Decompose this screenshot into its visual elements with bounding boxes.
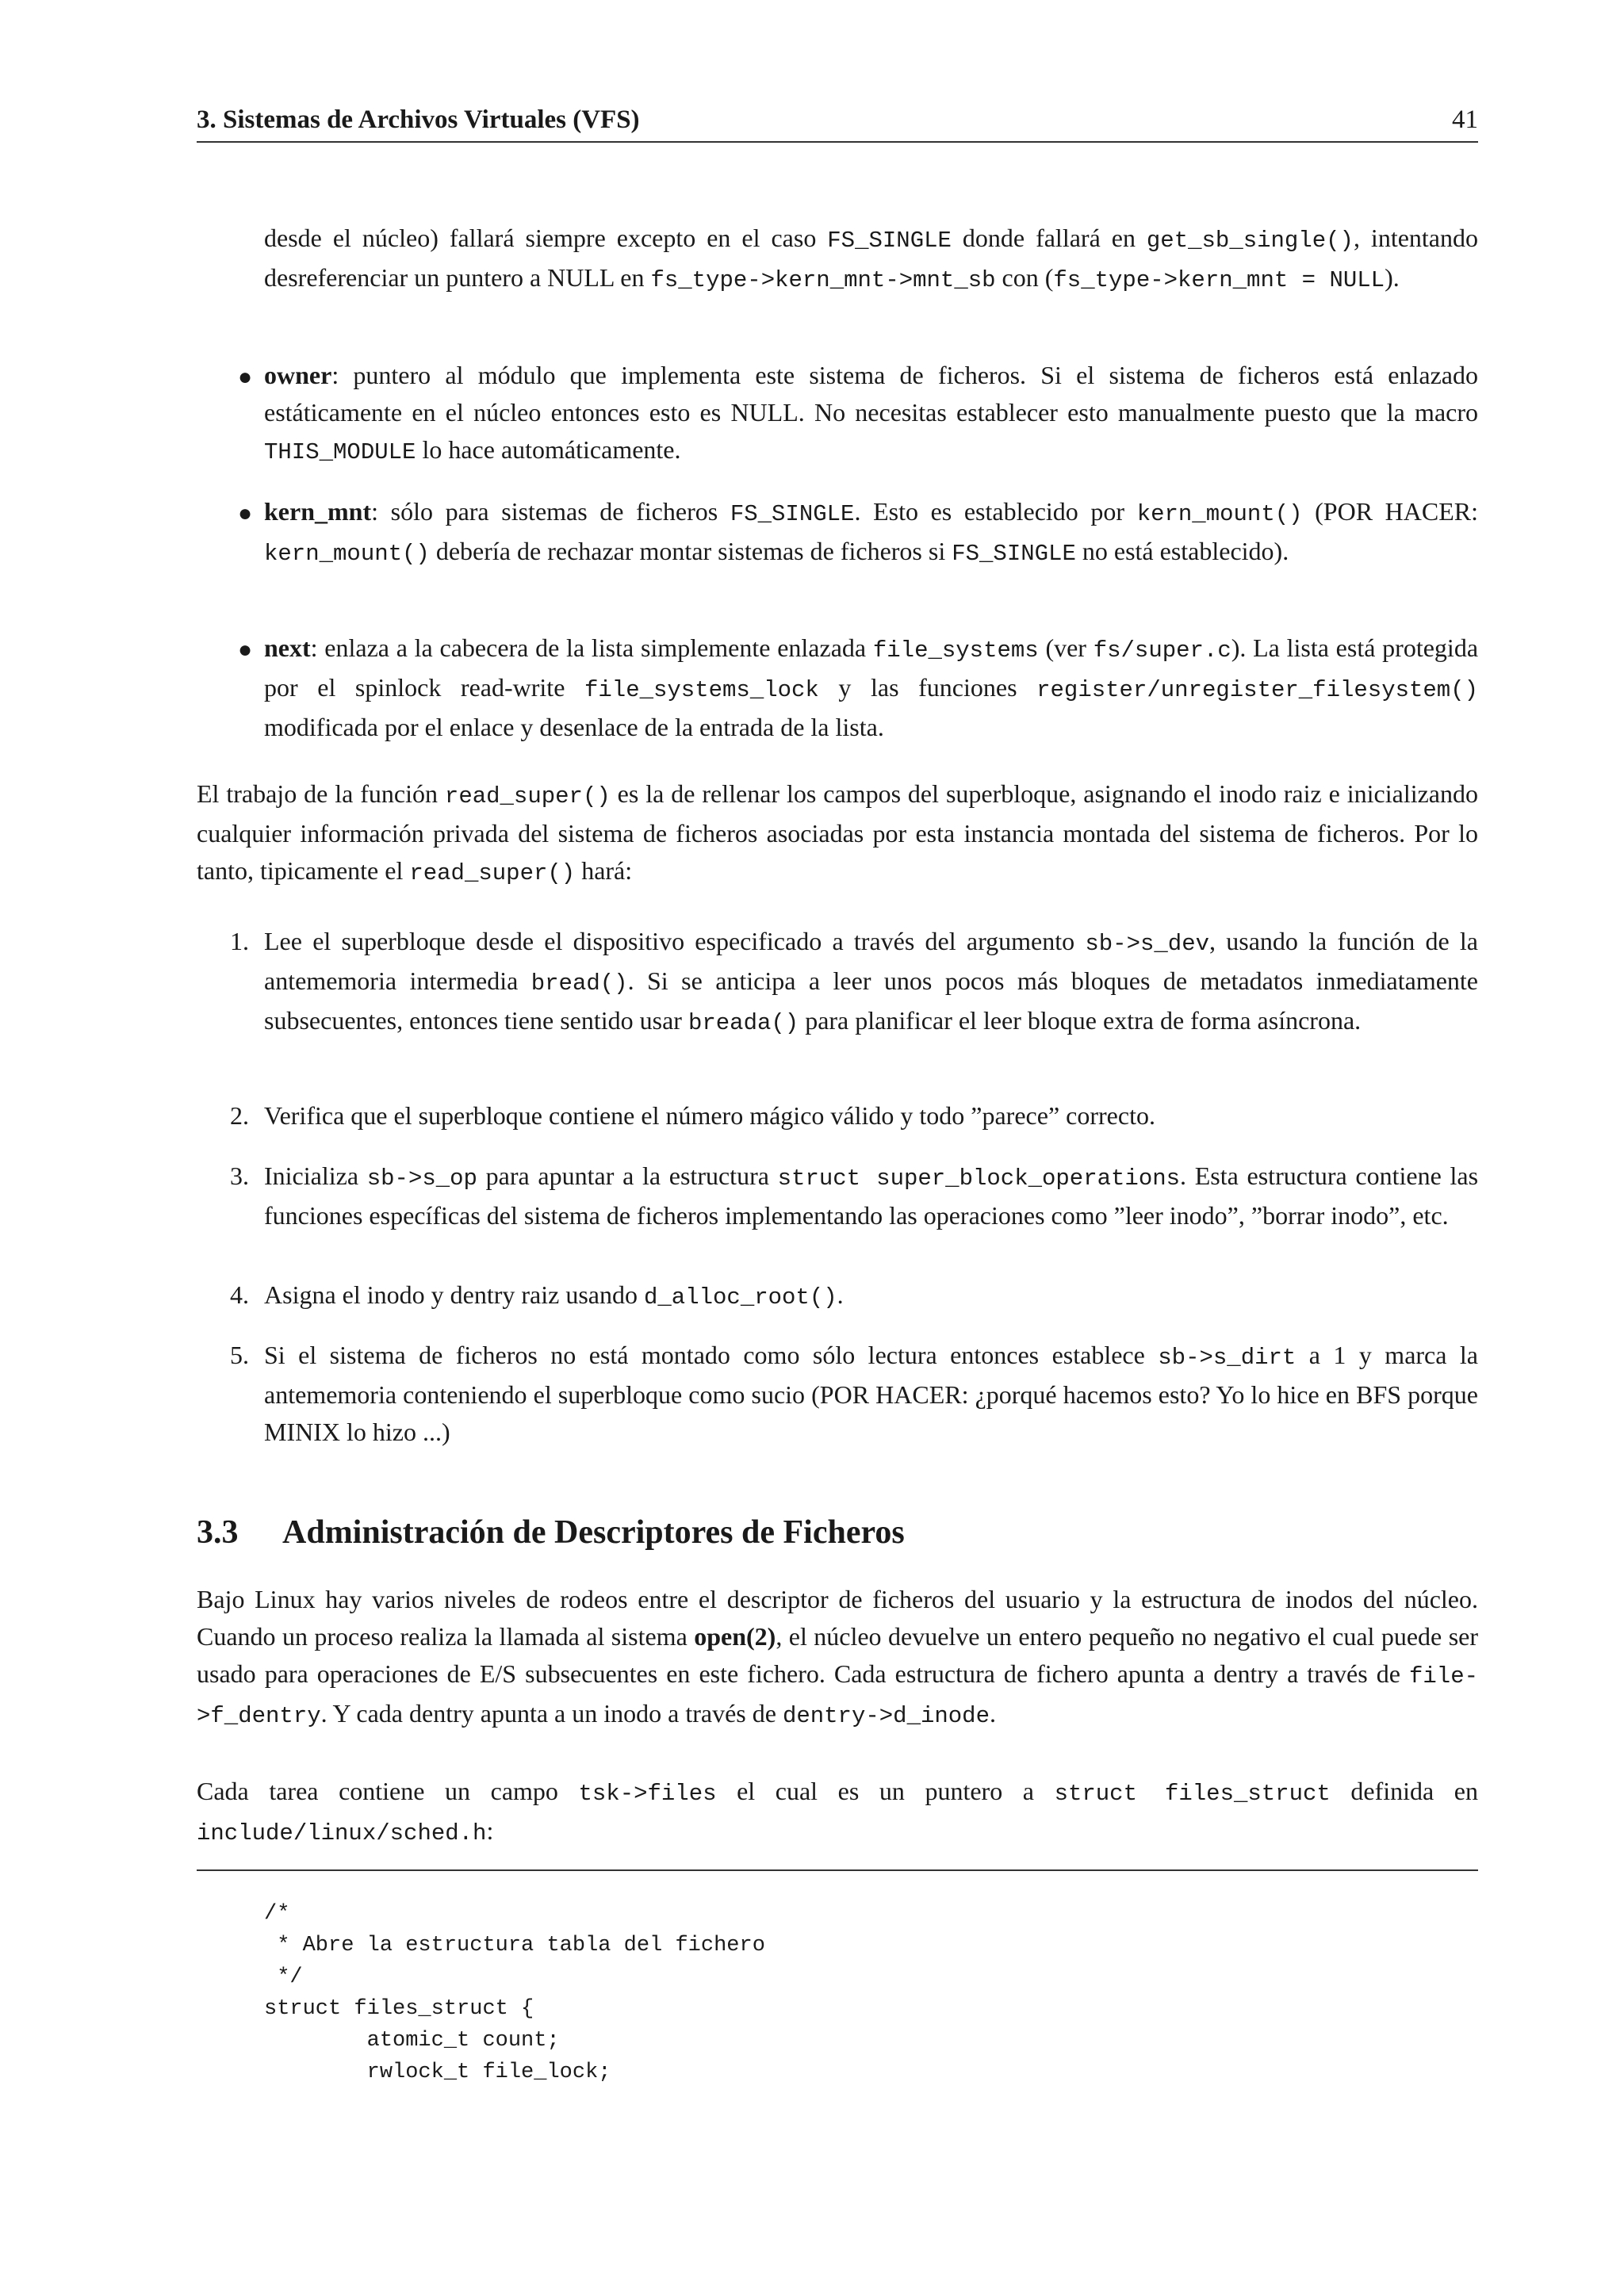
paragraph: Bajo Linux hay varios niveles de rodeos entre el descriptor de ficheros del usuario y la estructura de inodos del núcleo. Cuando un proceso realiza la llamada al sistema open(2), el núcleo devuelve un entero pequeño no negativo el cual puede ser usado para operaciones de E/S subsecuentes en este fichero. Cada estructura de fichero apunta a dentry a través de file->f_dentry. Y cada dentry apunta a un inodo a través de dentry->d_inode. xyxy=(197,1585,1479,1729)
inline-code: struct files_struct xyxy=(1054,1781,1331,1807)
bullet-icon: ● xyxy=(238,637,253,663)
step-item: Asigna el inodo y dentry raiz usando d_alloc_root(). xyxy=(264,1280,844,1311)
inline-code: FS_SINGLE xyxy=(827,228,952,254)
chapter-title: 3. Sistemas de Archivos Virtuales (VFS) xyxy=(197,105,640,134)
step-number: 2. xyxy=(230,1101,249,1130)
inline-code: fs_type->kern_mnt = NULL xyxy=(1053,267,1385,293)
syscall-name: open(2) xyxy=(694,1622,776,1651)
step-number: 1. xyxy=(230,927,249,955)
step-item: Verifica que el superbloque contiene el número mágico válido y todo ”parece” correcto. xyxy=(264,1101,1155,1130)
step-number: 3. xyxy=(230,1161,249,1190)
inline-code: FS_SINGLE xyxy=(952,541,1076,567)
inline-code: bread() xyxy=(530,970,628,997)
inline-code: get_sb_single() xyxy=(1146,228,1354,254)
inline-code: d_alloc_root() xyxy=(644,1284,837,1311)
inline-code: tsk->files xyxy=(578,1781,717,1807)
inline-code: struct super_block_operations xyxy=(777,1165,1181,1192)
bullet-icon: ● xyxy=(238,500,253,526)
inline-code: include/linux/sched.h xyxy=(197,1820,487,1846)
inline-code: sb->s_dev xyxy=(1085,931,1210,957)
paragraph: Cada tarea contiene un campo tsk->files el cual es un puntero a struct files_struct definida en include/linux/sched.h: xyxy=(197,1777,1478,1846)
list-item-next: next: enlaza a la cabecera de la lista simplemente enlazada file_systems (ver fs/super.c). La lista está protegida por el spinlock read-write file_systems_lock y las funciones register/unregister_filesystem() modificada por el enlace y desenlace de la entrada de la lista. xyxy=(264,633,1479,741)
step-number: 5. xyxy=(230,1341,249,1369)
list-item-owner: owner: puntero al módulo que implementa este sistema de ficheros. Si el sistema de ficheros está enlazado estáticamente en el núcleo entonces esto es NULL. No necesitas establecer esto manualmente puesto que la macro THIS_MODULE lo hace automáticamente. xyxy=(264,361,1478,465)
running-header xyxy=(197,101,1478,143)
inline-code: kern_mount() xyxy=(1136,501,1303,527)
inline-code: fs/super.c xyxy=(1093,637,1231,664)
inline-code: file->f_dentry xyxy=(197,1663,1478,1729)
inline-code: THIS_MODULE xyxy=(264,439,416,465)
list-item-kern-mnt: kern_mnt: sólo para sistemas de ficheros FS_SINGLE. Esto es establecido por kern_mount() (POR HACER: kern_mount() debería de rechazar montar sistemas de ficheros si FS_SINGLE no está establecido). xyxy=(264,497,1479,567)
inline-code: sb->s_dirt xyxy=(1158,1345,1297,1371)
code-block-rule xyxy=(197,1869,1478,1871)
inline-code: breada() xyxy=(688,1010,799,1036)
page-number: 41 xyxy=(1452,105,1478,134)
inline-code: register/unregister_filesystem() xyxy=(1036,677,1479,703)
step-number: 4. xyxy=(230,1280,249,1309)
inline-code: fs_type->kern_mnt->mnt_sb xyxy=(650,267,996,293)
bullet-icon: ● xyxy=(238,364,253,390)
list-item-continuation: desde el núcleo) fallará siempre excepto en el caso FS_SINGLE donde fallará en get_sb_single(), intentando desreferenciar un puntero a NULL en fs_type->kern_mnt->mnt_sb con (fs_type->kern_mnt = NULL). xyxy=(264,224,1478,293)
step-item: Lee el superbloque desde el dispositivo especificado a través del argumento sb->s_dev, usando la función de la antememoria intermedia bread(). Si se anticipa a leer unos pocos más bloques de metadatos inmediatamente subsecuentes, entonces tiene sentido usar breada() para planificar el leer bloque extra de forma asíncrona. xyxy=(264,927,1479,1036)
inline-code: file_systems_lock xyxy=(584,677,819,703)
step-item: Inicializa sb->s_op para apuntar a la estructura struct super_block_operations. Esta estructura contiene las funciones específicas del sistema de ficheros implementando las operaciones como ”leer inodo”, ”borrar inodo”, etc. xyxy=(264,1161,1479,1230)
inline-code: read_super() xyxy=(409,860,576,886)
inline-code: dentry->d_inode xyxy=(782,1703,990,1729)
section-heading xyxy=(197,1514,905,1552)
paragraph: El trabajo de la función read_super() es la de rellenar los campos del superbloque, asignando el inodo raiz e inicializando cualquier información privada del sistema de ficheros asociadas por esta instancia montada del sistema de ficheros. Por lo tanto, tipicamente el read_super() hará: xyxy=(197,779,1479,886)
section-title: Administración de Descriptores de Ficheros xyxy=(282,1514,905,1551)
inline-code: read_super() xyxy=(444,783,611,809)
term: owner xyxy=(264,361,332,389)
code-block: /* * Abre la estructura tabla del fichero */ struct files_struct { atomic_t count; rwlock_t file_lock; xyxy=(264,1902,765,2084)
inline-code: kern_mount() xyxy=(264,541,430,567)
term: kern_mnt xyxy=(264,497,372,526)
step-item: Si el sistema de ficheros no está montado como sólo lectura entonces establece sb->s_dirt a 1 y marca la antememoria conteniendo el superbloque como sucio (POR HACER: ¿porqué hacemos esto? Yo lo hice en BFS porque MINIX lo hizo ...) xyxy=(264,1341,1479,1446)
term: next xyxy=(264,633,311,662)
inline-code: sb->s_op xyxy=(366,1165,477,1192)
inline-code: FS_SINGLE xyxy=(730,501,855,527)
inline-code: file_systems xyxy=(872,637,1039,664)
section-number: 3.3 xyxy=(197,1514,239,1551)
